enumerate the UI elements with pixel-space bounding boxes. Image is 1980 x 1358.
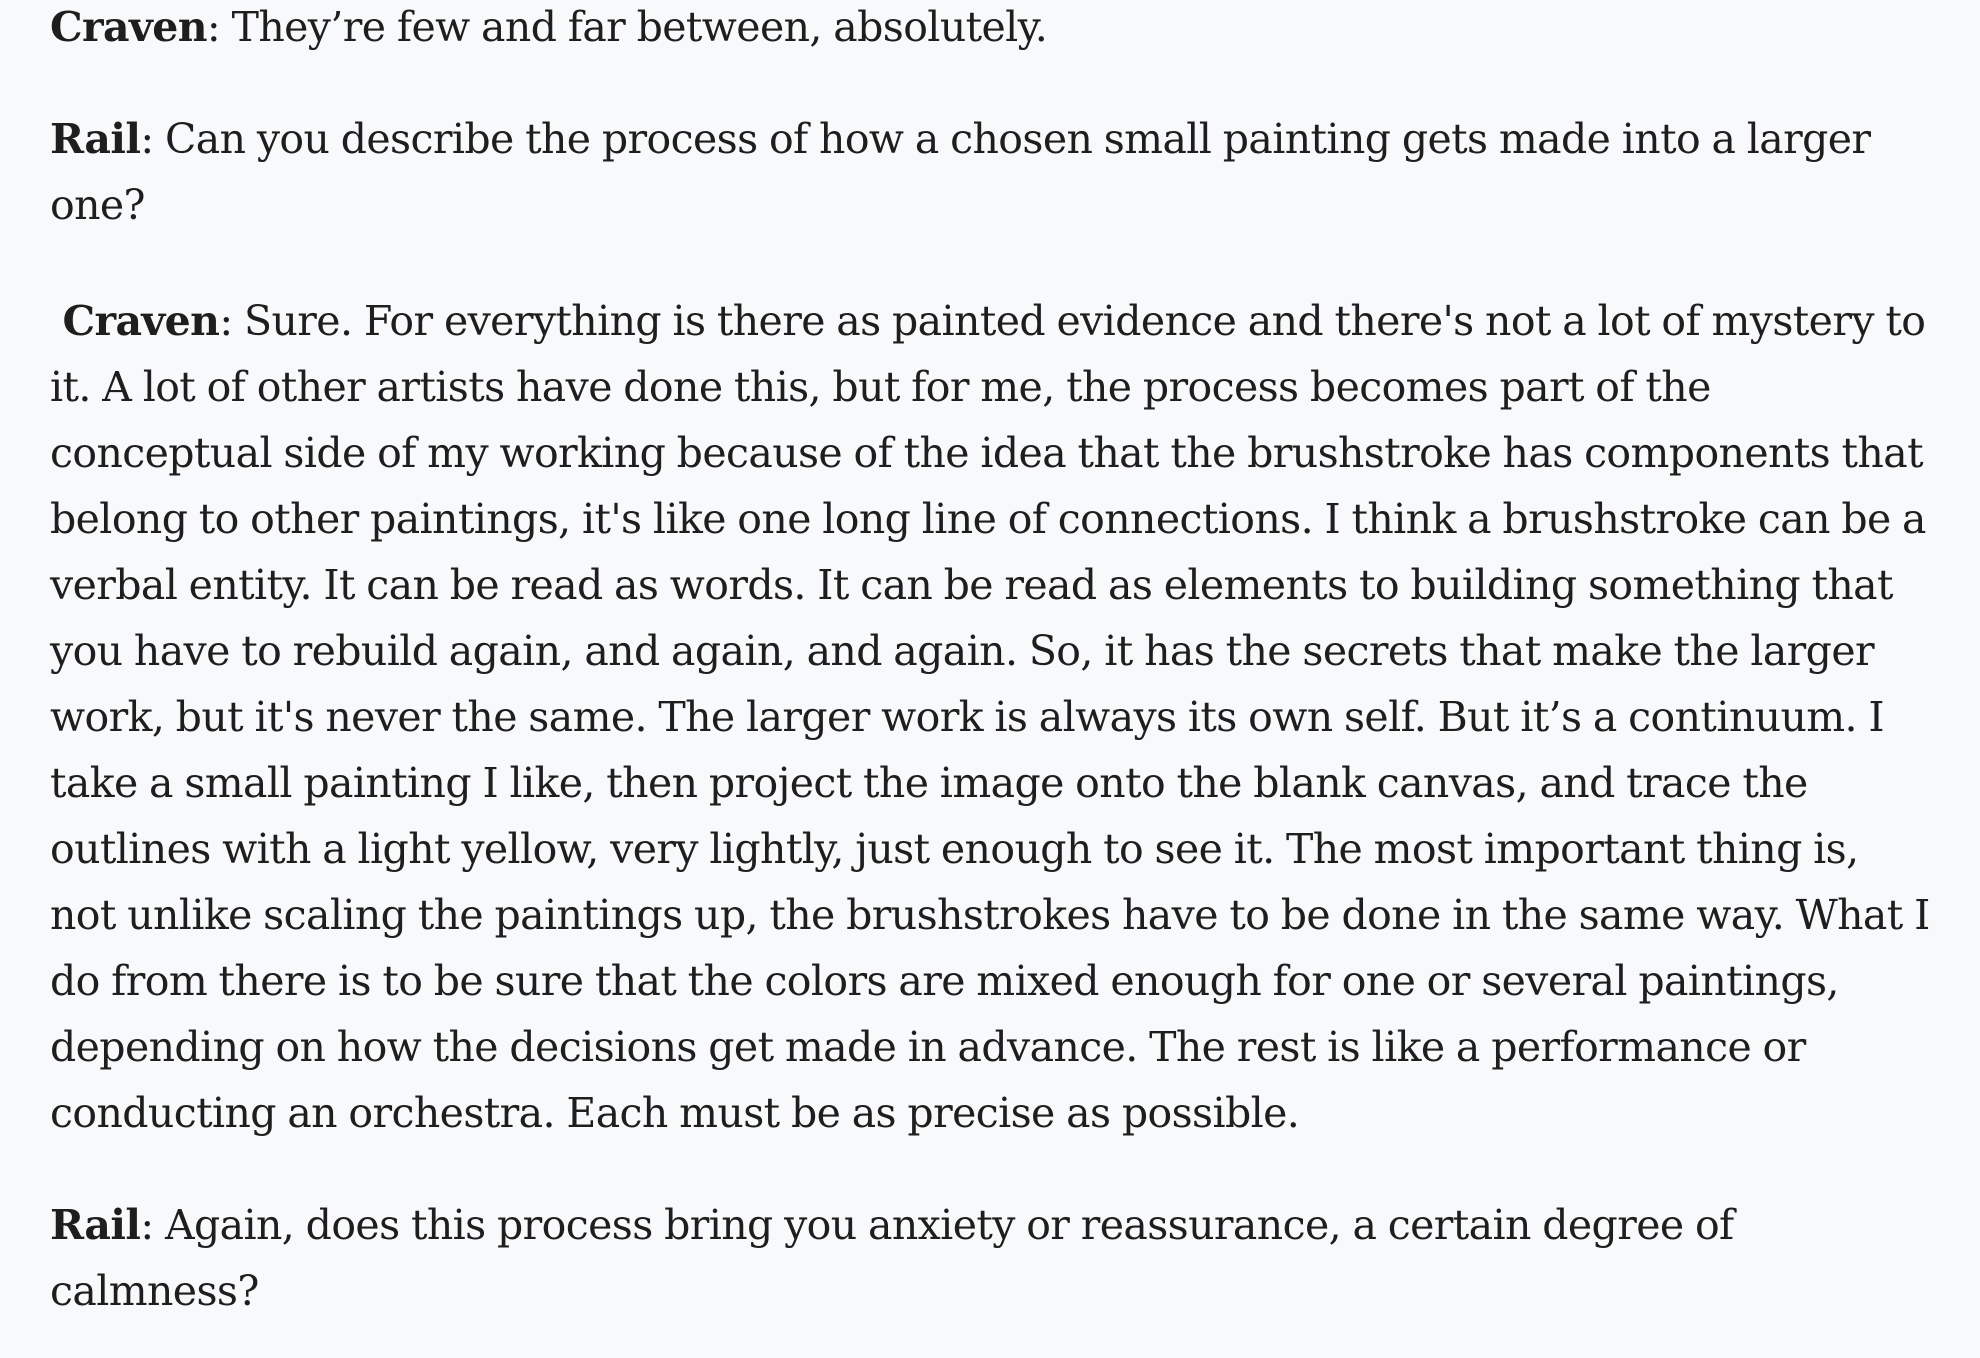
- paragraph-text: : Can you describe the process of how a chosen small painting gets made into a larger one?: [50, 115, 1871, 229]
- interview-paragraph: [50, 288, 1930, 1146]
- speaker-name: Rail: [50, 1201, 141, 1249]
- speaker-name: Rail: [50, 115, 141, 163]
- interview-paragraph: [50, 1192, 1930, 1324]
- interview-paragraph: [50, 0, 1930, 60]
- paragraph-text: : They’re few and far between, absolutely.: [206, 3, 1048, 51]
- paragraph-text: : Again, does this process bring you anxiety or reassurance, a certain degree of calmness?: [50, 1201, 1734, 1315]
- speaker-name: Craven: [50, 3, 207, 51]
- interview-paragraph: [50, 106, 1930, 238]
- paragraph-text: : Sure. For everything is there as painted evidence and there's not a lot of mystery to it. A lot of other artists have done this, but for me, the process becomes part of the conceptual side of my working because of the idea that the brushstroke has components that belong to other paintings, it's like one long line of connections. I think a brushstroke can be a verbal entity. It can be read as words. It can be read as elements to building something that you have to rebuild again, and again, and again. So, it has the secrets that make the larger work, but it's never the same. The larger work is always its own self. But it’s a continuum. I take a small painting I like, then project the image onto the blank canvas, and trace the outlines with a light yellow, very lightly, just enough to see it. The most important thing is, not unlike scaling the paintings up, the brushstrokes have to be done in the same way. What I do from there is to be sure that the colors are mixed enough for one or several paintings, depending on how the decisions get made in advance. The rest is like a performance or conducting an orchestra. Each must be as precise as possible.: [50, 297, 1930, 1137]
- speaker-name: Craven: [62, 297, 220, 345]
